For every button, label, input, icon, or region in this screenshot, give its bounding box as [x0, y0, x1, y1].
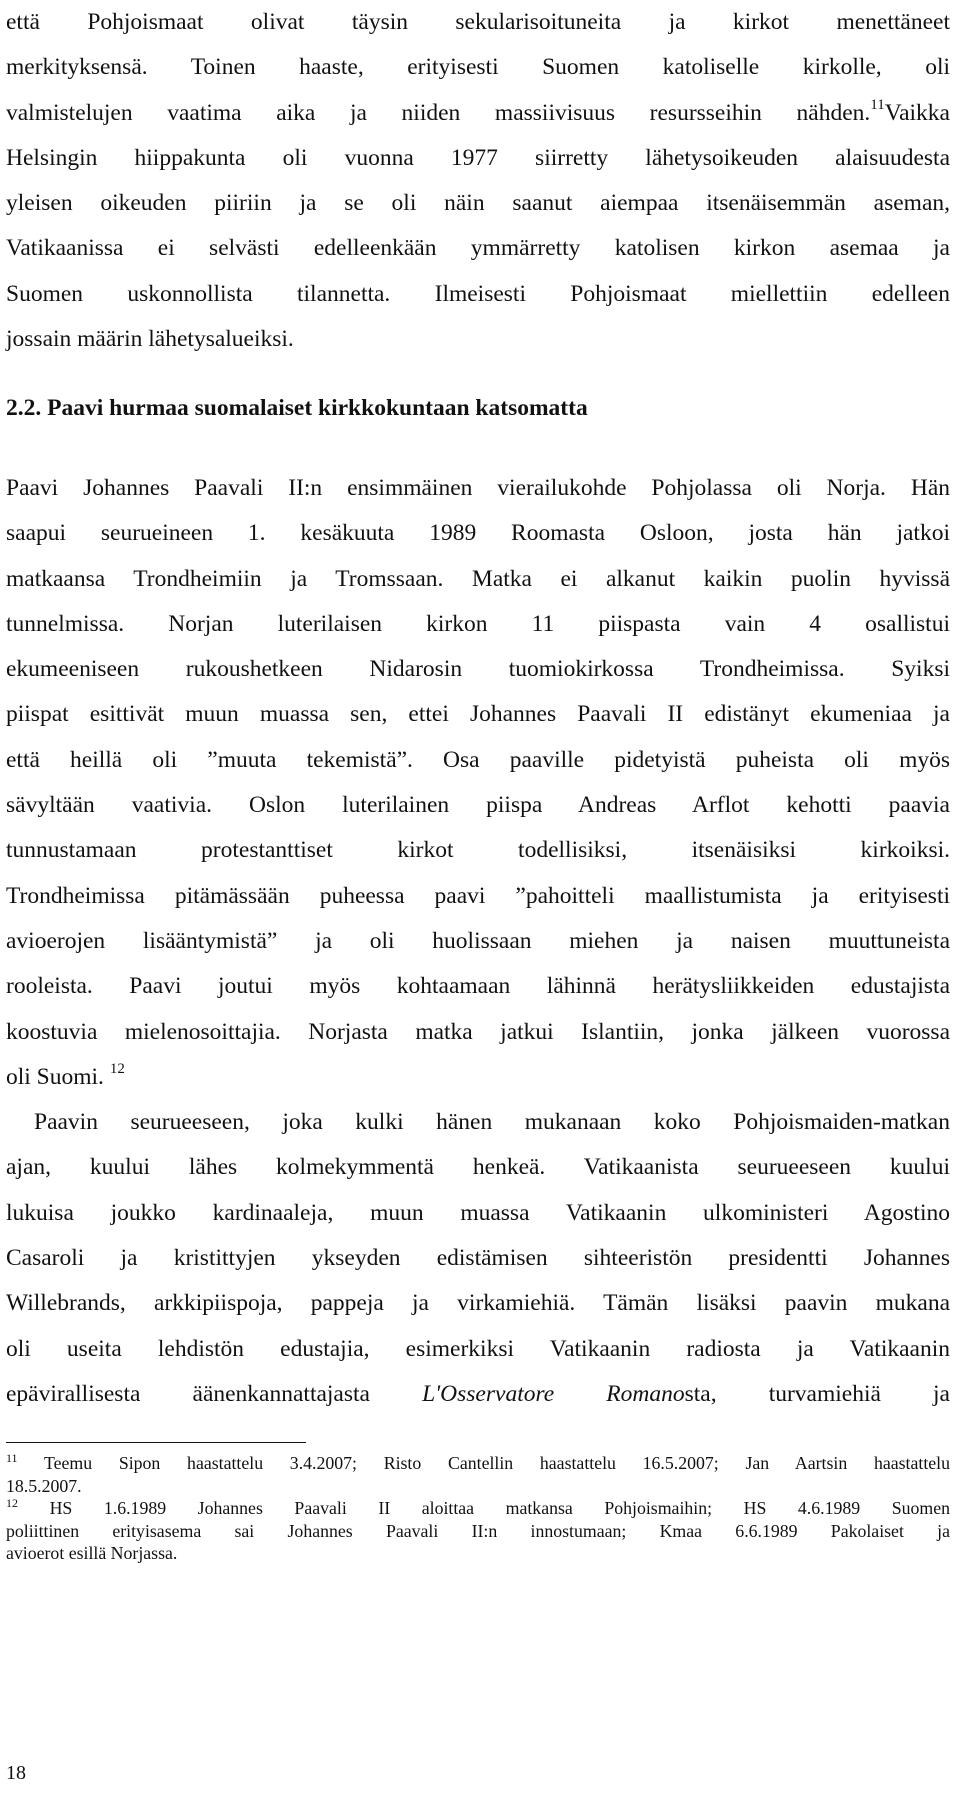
text-line: merkityksensä. Toinen haaste, erityisesti Suomen katoliselle kirkolle, oli — [6, 54, 950, 81]
italic-title: L'Osservatore Romano — [422, 1380, 685, 1407]
text-line: Vatikaanissa ei selvästi edelleenkään ymmärretty katolisen kirkon asemaa ja — [6, 235, 950, 262]
text-line: yleisen oikeuden piiriin ja se oli näin saanut aiempaa itsenäisemmän aseman, — [6, 190, 950, 217]
footnote-11 — [6, 1452, 950, 1475]
text-line: koostuvia mielenosoittajia. Norjasta matka jatkui Islantiin, jonka jälkeen vuorossa — [6, 1018, 950, 1045]
text-line: Willebrands, arkkipiispoja, pappeja ja virkamiehiä. Tämän lisäksi paavin mukana — [6, 1290, 950, 1317]
text-line: tunnelmissa. Norjan luterilaisen kirkon 11 piispasta vain 4 osallistui — [6, 610, 950, 637]
footnote-number: 11 — [6, 1451, 18, 1465]
text-line: matkaansa Trondheimiin ja Tromssaan. Matka ei alkanut kaikin puolin hyvissä — [6, 565, 950, 592]
text-fragment: valmistelujen vaatima aika ja niiden massiivisuus resursseihin nähden. — [6, 99, 871, 126]
text-line: sävyltään vaativia. Oslon luterilainen piispa Andreas Arflot kehotti paavia — [6, 792, 950, 819]
footnote-text: HS 1.6.1989 Johannes Paavali II aloittaa matkansa Pohjoismaihin; HS 4.6.1989 Suomen — [49, 1498, 950, 1519]
text-line: Paavi Johannes Paavali II:n ensimmäinen vierailukohde Pohjolassa oli Norja. Hän — [6, 475, 950, 501]
footnote-12 — [6, 1497, 950, 1520]
paragraph-continued — [6, 0, 950, 362]
text-line: ekumeeniseen rukoushetkeen Nidarosin tuomiokirkossa Trondheimissa. Syiksi — [6, 656, 950, 683]
text-line: avioerojen lisääntymistä” ja oli huolissaan miehen ja naisen muuttuneista — [6, 927, 950, 954]
footnote-divider — [6, 1442, 306, 1443]
text-fragment: sta, turvamiehiä ja — [684, 1380, 950, 1407]
text-line: tunnustamaan protestanttiset kirkot todellisiksi, itsenäisiksi kirkoiksi. — [6, 837, 950, 864]
text-line: saapui seurueineen 1. kesäkuuta 1989 Roomasta Osloon, josta hän jatkoi — [6, 520, 950, 547]
text-line — [6, 91, 950, 136]
text-line: Casaroli ja kristittyjen ykseyden edistämisen sihteeristön presidentti Johannes — [6, 1245, 950, 1272]
text-line: Suomen uskonnollista tilannetta. Ilmeisesti Pohjoismaat miellettiin edelleen — [6, 280, 950, 307]
text-line: että Pohjoismaat olivat täysin sekularisoituneita ja kirkot menettäneet — [6, 9, 950, 35]
text-fragment: oli Suomi. — [6, 1063, 104, 1090]
text-line: Helsingin hiippakunta oli vuonna 1977 siirretty lähetysoikeuden alaisuudesta — [6, 144, 950, 171]
footnote-ref-12[interactable]: 12 — [109, 1060, 125, 1077]
text-line: oli useita lehdistön edustajia, esimerkiksi Vatikaanin radiosta ja Vatikaanin — [6, 1335, 950, 1362]
footnote-text: 18.5.2007. — [6, 1475, 82, 1496]
text-line: Paavin seurueeseen, joka kulki hänen mukanaan koko Pohjoismaiden-matkan — [34, 1109, 950, 1136]
footnote-text: avioerot esillä Norjassa. — [6, 1543, 178, 1564]
footnotes — [6, 1452, 950, 1565]
text-line: rooleista. Paavi joutui myös kohtaamaan lähinnä herätysliikkeiden edustajista — [6, 973, 950, 1000]
text-line — [6, 1055, 950, 1100]
paragraph-main — [6, 466, 950, 1417]
footnote-text: poliittinen erityisasema sai Johannes Paavali II:n innostumaan; Kmaa 6.6.1989 Pakolaiset ja — [6, 1520, 950, 1541]
text-line: piispat esittivät muun muassa sen, ettei Johannes Paavali II edistänyt ekumeniaa ja — [6, 701, 950, 728]
text-line: että heillä oli ”muuta tekemistä”. Osa paaville pidetyistä puheista oli myös — [6, 746, 950, 773]
text-line — [6, 1372, 950, 1417]
text-fragment: Vaikka — [884, 99, 950, 126]
footnote-ref-11[interactable]: 11 — [870, 96, 885, 113]
footnote-text: Teemu Sipon haastattelu 3.4.2007; Risto Cantellin haastattelu 16.5.2007; Jan Aartsin haastattelu — [43, 1453, 950, 1473]
text-line: Trondheimissa pitämässään puheessa paavi ”pahoitteli maallistumista ja erityisesti — [6, 882, 950, 909]
footnote-number: 12 — [6, 1496, 18, 1511]
text-line: jossain määrin lähetysalueiksi. — [6, 326, 294, 353]
section-heading: 2.2. Paavi hurmaa suomalaiset kirkkokuntaan katsomatta — [6, 395, 588, 421]
text-line: ajan, kuului lähes kolmekymmentä henkeä. Vatikaanista seurueeseen kuului — [6, 1154, 950, 1181]
text-line: lukuisa joukko kardinaaleja, muun muassa Vatikaanin ulkoministeri Agostino — [6, 1199, 950, 1226]
page-number: 18 — [6, 1762, 26, 1784]
text-fragment: epävirallisesta äänenkannattajasta — [6, 1380, 423, 1407]
